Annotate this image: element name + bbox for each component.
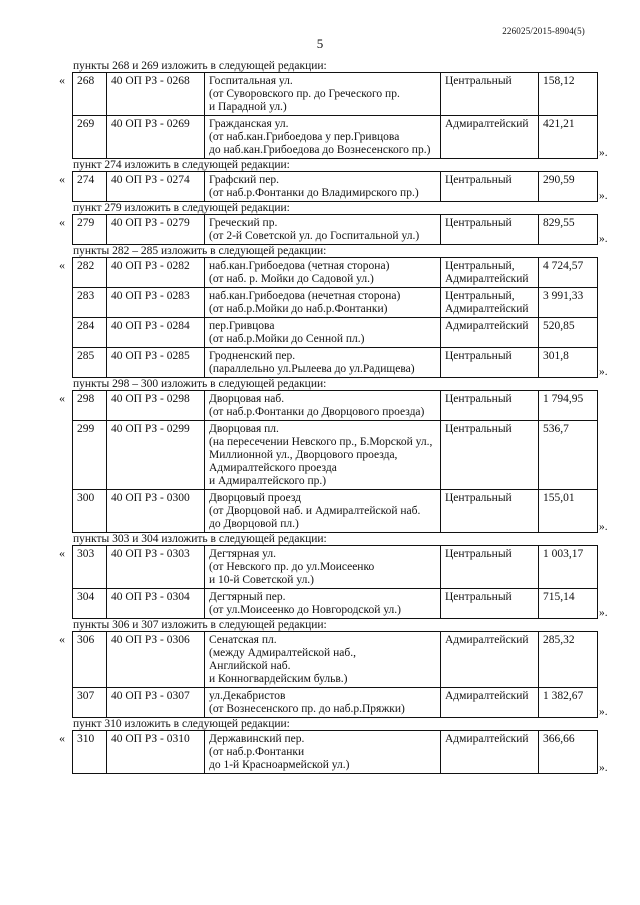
close-quote: ». [599,233,608,245]
section-rows [55,257,630,378]
open-quote: « [59,172,65,186]
road-address [205,731,441,774]
address-line: до наб.кан.Грибоедова до Вознесенского пр.) [209,144,431,156]
road-table [72,631,598,718]
address-line: (от Суворовского пр. до Греческого пр. [209,88,400,100]
road-length: 285,32 [539,632,598,688]
address-line: пер.Гривцова [209,320,275,332]
address-line: Дворцовая пл. [209,423,279,435]
district [441,731,539,774]
address-line: Миллионной ул., Дворцового проезда, [209,449,398,461]
district-line: Центральный [445,393,512,405]
road-address [205,490,441,533]
document-id: 226025/2015-8904(5) [502,26,585,36]
amendment-section [55,378,630,533]
address-line: (параллельно ул.Рылеева до ул.Радищева) [209,363,415,375]
address-line: и Конногвардейским бульв.) [209,673,348,685]
address-line: Адмиралтейского проезда [209,462,337,474]
section-heading: пункт 310 изложить в следующей редакции: [73,718,290,730]
item-number: 303 [73,546,107,589]
item-number: 284 [73,318,107,348]
road-address [205,589,441,619]
road-length: 3 991,33 [539,288,598,318]
district [441,421,539,490]
table-row [73,258,598,288]
district [441,688,539,718]
section-heading: пункты 298 – 300 изложить в следующей редакции: [73,378,327,390]
open-quote: « [59,731,65,745]
district [441,490,539,533]
table-row [73,116,598,159]
road-length: 1 382,67 [539,688,598,718]
district-line: Центральный [445,75,512,87]
address-line: Гражданская ул. [209,118,289,130]
table-row [73,348,598,378]
district-line: Центральный, [445,260,515,272]
address-line: Сенатская пл. [209,634,277,646]
item-number: 279 [73,215,107,245]
section-rows [55,631,630,718]
amendment-section [55,533,630,619]
address-line: Дегтярная ул. [209,548,277,560]
address-line: наб.кан.Грибоедова (нечетная сторона) [209,290,401,302]
district-line: Адмиралтейский [445,303,529,315]
road-table [72,72,598,159]
address-line: Гродненский пер. [209,350,296,362]
district-line: Центральный [445,492,512,504]
road-address [205,688,441,718]
address-line: (от наб.кан.Грибоедова у пер.Гривцова [209,131,400,143]
address-line: до 1-й Красноармейской ул.) [209,759,350,771]
item-number: 285 [73,348,107,378]
road-length: 4 724,57 [539,258,598,288]
item-number: 299 [73,421,107,490]
road-table [72,171,598,202]
address-line: Графский пер. [209,174,279,186]
district [441,632,539,688]
close-quote: ». [599,706,608,718]
road-table [72,545,598,619]
page-number: 5 [316,36,324,51]
road-code: 40 ОП РЗ - 0310 [107,731,205,774]
section-heading: пункт 274 изложить в следующей редакции: [73,159,290,171]
open-quote: « [59,632,65,646]
road-address [205,215,441,245]
open-quote: « [59,546,65,560]
road-address [205,421,441,490]
address-line: Госпитальная ул. [209,75,293,87]
road-table [72,730,598,774]
district [441,172,539,202]
road-code: 40 ОП РЗ - 0282 [107,258,205,288]
section-rows [55,730,630,774]
address-line: (на пересечении Невского пр., Б.Морской ул., [209,436,433,448]
road-length: 366,66 [539,731,598,774]
district-line: Центральный [445,350,512,362]
address-line: (от Вознесенского пр. до наб.р.Пряжки) [209,703,405,715]
district-line: Центральный [445,423,512,435]
district-line: Адмиралтейский [445,690,529,702]
road-code: 40 ОП РЗ - 0304 [107,589,205,619]
road-address [205,172,441,202]
table-row [73,632,598,688]
road-code: 40 ОП РЗ - 0300 [107,490,205,533]
close-quote: ». [599,607,608,619]
item-number: 269 [73,116,107,159]
item-number: 268 [73,73,107,116]
road-address [205,73,441,116]
road-length: 155,01 [539,490,598,533]
road-address [205,632,441,688]
close-quote: ». [599,147,608,159]
road-code: 40 ОП РЗ - 0284 [107,318,205,348]
road-address [205,116,441,159]
road-length: 158,12 [539,73,598,116]
road-code: 40 ОП РЗ - 0303 [107,546,205,589]
address-line: Дегтярный пер. [209,591,286,603]
section-rows [55,390,630,533]
section-heading: пункты 303 и 304 изложить в следующей редакции: [73,533,327,545]
district [441,73,539,116]
address-line: (от наб.р.Мойки до Сенной пл.) [209,333,365,345]
address-line: Дворцовый проезд [209,492,302,504]
road-length: 520,85 [539,318,598,348]
address-line: до Дворцовой пл.) [209,518,299,530]
road-address [205,318,441,348]
road-code: 40 ОП РЗ - 0306 [107,632,205,688]
road-length: 290,59 [539,172,598,202]
item-number: 306 [73,632,107,688]
section-rows [55,214,630,245]
close-quote: ». [599,366,608,378]
amendment-section [55,202,630,245]
road-length: 829,55 [539,215,598,245]
item-number: 307 [73,688,107,718]
table-row [73,73,598,116]
item-number: 283 [73,288,107,318]
district [441,546,539,589]
road-table [72,214,598,245]
address-line: (от наб.р.Мойки до наб.р.Фонтанки) [209,303,388,315]
open-quote: « [59,73,65,87]
address-line: (от 2-й Советской ул. до Госпитальной ул.) [209,230,420,242]
amendment-section [55,245,630,378]
item-number: 300 [73,490,107,533]
address-line: (между Адмиралтейской наб., [209,647,356,659]
road-code: 40 ОП РЗ - 0279 [107,215,205,245]
address-line: Дворцовая наб. [209,393,285,405]
table-row [73,288,598,318]
road-length: 301,8 [539,348,598,378]
address-line: (от наб.р.Фонтанки до Владимирского пр.) [209,187,419,199]
district-line: Центральный [445,591,512,603]
district-line: Центральный [445,174,512,186]
road-length: 715,14 [539,589,598,619]
district-line: Адмиралтейский [445,118,529,130]
section-heading: пункты 282 – 285 изложить в следующей редакции: [73,245,327,257]
road-code: 40 ОП РЗ - 0307 [107,688,205,718]
address-line: Греческий пр. [209,217,278,229]
amendment-section [55,159,630,202]
road-table [72,257,598,378]
district [441,348,539,378]
item-number: 282 [73,258,107,288]
district [441,288,539,318]
table-row [73,589,598,619]
address-line: Английской наб. [209,660,291,672]
district [441,258,539,288]
item-number: 274 [73,172,107,202]
address-line: и Парадной ул.) [209,101,287,113]
district [441,116,539,159]
district [441,215,539,245]
address-line: Державинский пер. [209,733,305,745]
address-line: (от наб.р.Фонтанки до Дворцового проезда) [209,406,425,418]
address-line: и 10-й Советской ул.) [209,574,315,586]
road-code: 40 ОП РЗ - 0274 [107,172,205,202]
close-quote: ». [599,762,608,774]
road-length: 1 003,17 [539,546,598,589]
table-row [73,546,598,589]
road-code: 40 ОП РЗ - 0269 [107,116,205,159]
road-address [205,348,441,378]
address-line: и Адмиралтейского пр.) [209,475,327,487]
district-line: Адмиралтейский [445,733,529,745]
address-line: (от ул.Моисеенко до Новгородской ул.) [209,604,402,616]
road-length: 1 794,95 [539,391,598,421]
table-row [73,688,598,718]
district [441,391,539,421]
amendment-section [55,718,630,774]
table-row [73,421,598,490]
table-row [73,391,598,421]
item-number: 304 [73,589,107,619]
table-row [73,490,598,533]
open-quote: « [59,391,65,405]
open-quote: « [59,258,65,272]
amendment-section [55,60,630,159]
district-line: Адмиралтейский [445,320,529,332]
section-heading: пункт 279 изложить в следующей редакции: [73,202,290,214]
amendment-sections [55,60,630,774]
district-line: Центральный [445,217,512,229]
road-address [205,391,441,421]
road-code: 40 ОП РЗ - 0283 [107,288,205,318]
district [441,318,539,348]
road-code: 40 ОП РЗ - 0299 [107,421,205,490]
address-line: наб.кан.Грибоедова (четная сторона) [209,260,390,272]
road-table [72,390,598,533]
address-line: (от Невского пр. до ул.Моисеенко [209,561,375,573]
item-number: 310 [73,731,107,774]
address-line: ул.Декабристов [209,690,286,702]
table-row [73,731,598,774]
district-line: Центральный, [445,290,515,302]
district-line: Адмиралтейский [445,634,529,646]
address-line: (от наб.р.Фонтанки [209,746,305,758]
road-address [205,258,441,288]
district [441,589,539,619]
road-length: 421,21 [539,116,598,159]
section-rows [55,72,630,159]
district-line: Адмиралтейский [445,273,529,285]
table-row [73,318,598,348]
close-quote: ». [599,521,608,533]
road-address [205,546,441,589]
section-rows [55,171,630,202]
road-length: 536,7 [539,421,598,490]
road-code: 40 ОП РЗ - 0285 [107,348,205,378]
section-heading: пункты 268 и 269 изложить в следующей редакции: [73,60,327,72]
road-code: 40 ОП РЗ - 0268 [107,73,205,116]
district-line: Центральный [445,548,512,560]
road-code: 40 ОП РЗ - 0298 [107,391,205,421]
road-address [205,288,441,318]
table-row [73,215,598,245]
address-line: (от Дворцовой наб. и Адмиралтейской наб. [209,505,421,517]
amendment-section [55,619,630,718]
section-rows [55,545,630,619]
table-row [73,172,598,202]
item-number: 298 [73,391,107,421]
open-quote: « [59,215,65,229]
address-line: (от наб. р. Мойки до Садовой ул.) [209,273,374,285]
section-heading: пункты 306 и 307 изложить в следующей редакции: [73,619,327,631]
close-quote: ». [599,190,608,202]
